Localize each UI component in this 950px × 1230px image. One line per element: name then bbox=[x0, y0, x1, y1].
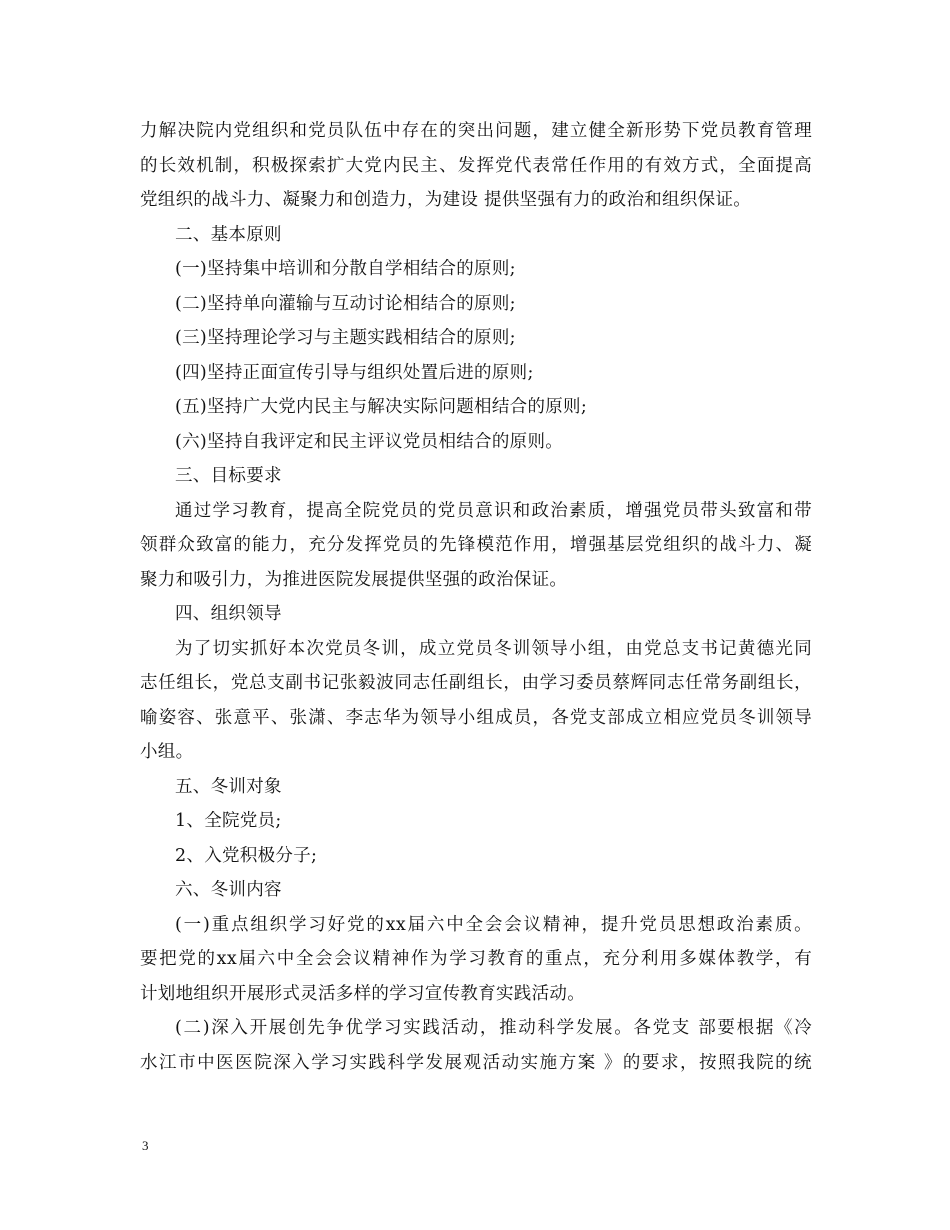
text-line: 党组织的战斗力、凝聚力和创造力，为建设 提供坚强有力的政治和组织保证。 bbox=[140, 190, 752, 210]
text-line: (四)坚持正面宣传引导与组织处置后进的原则; bbox=[175, 362, 534, 383]
text-line: 喻姿容、张意平、张潇、李志华为领导小组成员，各党支部成立相应党员冬训领导 bbox=[140, 707, 812, 728]
text-line: (二)坚持单向灌输与互动讨论相结合的原则; bbox=[175, 293, 516, 314]
text-line: 通过学习教育，提高全院党员的党员意识和政治素质，增强党员带头致富和带 bbox=[175, 500, 812, 521]
text-line: 聚力和吸引力，为推进医院发展提供坚强的政治保证。 bbox=[140, 569, 568, 590]
text-line: 要把党的xx届六中全会会议精神作为学习教育的重点，充分利用多媒体教学，有 bbox=[140, 949, 812, 969]
page-number: 3 bbox=[142, 1138, 149, 1153]
text-line: 计划地组织开展形式灵活多样的学习宣传教育实践活动。 bbox=[140, 983, 585, 1004]
text-line: 领群众致富的能力，充分发挥党员的先锋模范作用，增强基层党组织的战斗力、凝 bbox=[140, 535, 812, 555]
text-line: 的长效机制，积极探索扩大党内民主、发挥党代表常任作用的有效方式，全面提高 bbox=[140, 155, 812, 176]
text-line: 水江市中医医院深入学习实践科学发展观活动实施方案 》的要求，按照我院的统 bbox=[140, 1052, 812, 1073]
text-line: 力解决院内党组织和党员队伍中存在的突出问题，建立健全新形势下党员教育管理 bbox=[140, 121, 812, 141]
text-line: 六、冬训内容 bbox=[175, 880, 282, 900]
text-line: (三)坚持理论学习与主题实践相结合的原则; bbox=[175, 328, 516, 348]
text-line: (二)深入开展创先争优学习实践活动，推动科学发展。各党支 部要根据《冷 bbox=[175, 1018, 812, 1038]
text-line: (一)重点组织学习好党的xx届六中全会会议精神，提升党员思想政治素质。 bbox=[175, 914, 812, 935]
text-line: 小组。 bbox=[140, 742, 194, 762]
text-line: 2、入党积极分子; bbox=[175, 845, 318, 866]
text-line: 二、基本原则 bbox=[175, 224, 282, 245]
text-line: (五)坚持广大党内民主与解决实际问题相结合的原则; bbox=[175, 397, 588, 417]
document-body bbox=[140, 114, 812, 1080]
text-line: (一)坚持集中培训和分散自学相结合的原则; bbox=[175, 259, 516, 279]
text-line: 三、目标要求 bbox=[175, 466, 282, 486]
text-line: 四、组织领导 bbox=[175, 604, 282, 624]
text-line: 为了切实抓好本次党员冬训，成立党员冬训领导小组，由党总支书记黄德光同 bbox=[175, 638, 812, 659]
text-line: 五、冬训对象 bbox=[175, 776, 282, 797]
text-line: 1、全院党员; bbox=[175, 811, 282, 831]
text-line: (六)坚持自我评定和民主评议党员相结合的原则。 bbox=[175, 431, 564, 452]
text-line: 志任组长，党总支副书记张毅波同志任副组长，由学习委员蔡辉同志任常务副组长， bbox=[140, 673, 812, 693]
